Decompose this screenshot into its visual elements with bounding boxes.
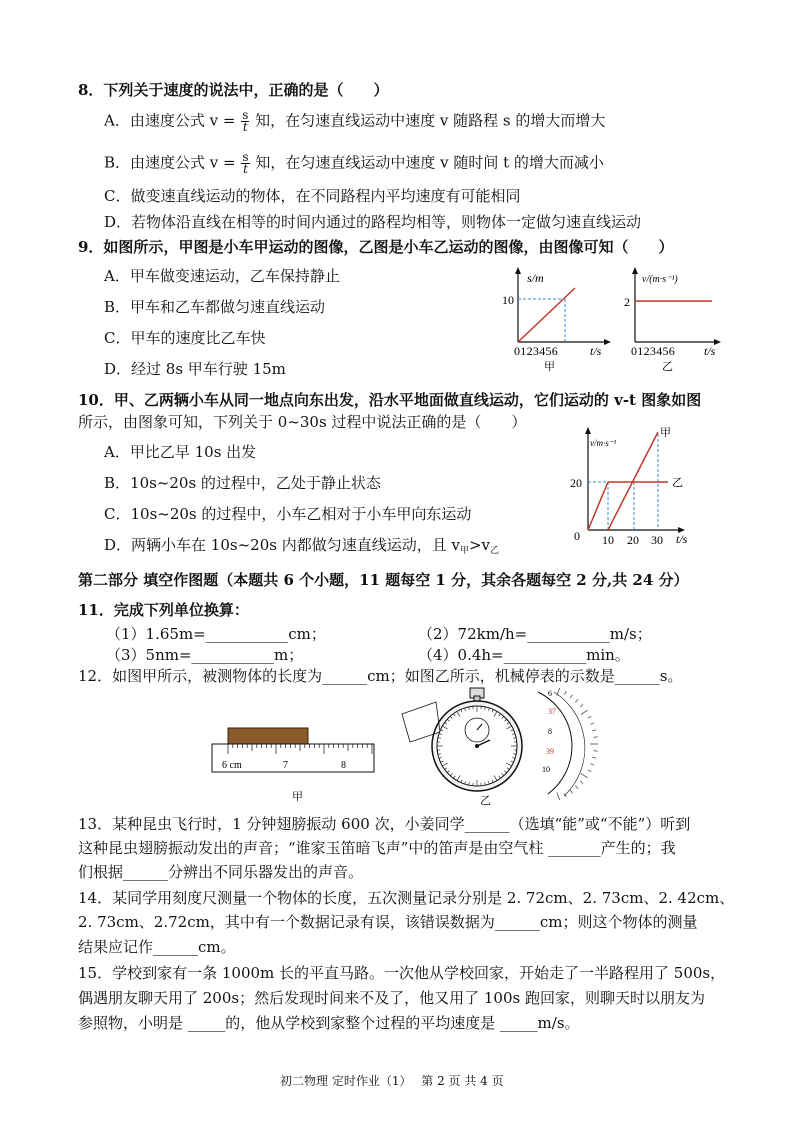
frac-den: t <box>243 162 248 176</box>
q11-item-3: （3）5nm=___________m； <box>106 646 304 664</box>
scale-label-8: 8 <box>548 727 552 736</box>
q10-stem-line1 <box>78 390 701 410</box>
y-axis-arrow <box>632 267 638 274</box>
scale-tick <box>575 786 578 789</box>
q9-stem: 9．如图所示，甲图是小车甲运动的图像，乙图是小车乙运动的图像，由图像可知（ ） <box>78 238 674 256</box>
ytick: 10 <box>502 293 514 307</box>
measured-object <box>228 728 308 744</box>
q9-option-d: D．经过 8s 甲车行驶 15m <box>104 360 286 378</box>
ylabel: v/m·s⁻¹ <box>590 438 617 448</box>
q15-line1: 15．学校到家有一条 1000m 长的平直马路。一次他从学校回家，开始走了一半路程用了 500s， <box>78 964 726 982</box>
page-footer: 初二物理 定时作业（1） 第 2 页 共 4 页 <box>280 1074 504 1088</box>
q8-option-b-pre: B．由速度公式 v = <box>104 153 236 172</box>
q8-option-a-pre: A．由速度公式 v = <box>104 111 236 130</box>
q14-line3: 结果应记作______cm。 <box>78 938 236 956</box>
q10-stem-line2: 所示，由图象可知，下列关于 0~30s 过程中说法正确的是（ ） <box>78 413 527 431</box>
scale-tick <box>557 792 560 799</box>
q11-item-1: （1）1.65m=___________cm； <box>106 625 326 643</box>
q11-item-4: （4）0.4h=___________min。 <box>418 646 630 664</box>
scale-tick <box>570 695 572 698</box>
ytick: 2 <box>624 295 630 309</box>
xticks: 0123456 <box>514 344 559 358</box>
scale-tick <box>580 781 583 784</box>
q9-option-b: B．甲车和乙车都做匀速直线运动 <box>104 298 326 316</box>
scale-label-10: 10 <box>542 765 550 774</box>
caption: 甲 <box>544 360 555 373</box>
q15-line2: 偶遇朋友聊天用了 200s；然后发现时间来不及了，他又用了 100s 跑回家，则聊天时以朋友为 <box>78 989 705 1007</box>
q14-line1: 14．某同学用刻度尺测量一个物体的长度，五次测量记录分别是 2. 72cm、2. 73cm、2. 42cm、 <box>78 889 735 907</box>
q10-option-d-pre: D．两辆小车在 10s~20s 内都做匀速直线运动，且 v <box>104 536 460 554</box>
label-jia: 甲 <box>660 426 671 439</box>
xlabel: t/s <box>590 344 602 358</box>
scale-label-39: 39 <box>546 747 554 756</box>
q12-stopwatch-figure <box>388 684 598 808</box>
q8-option-d: D．若物体沿直线在相等的时间内通过的路程均相等，则物体一定做匀速直线运动 <box>104 213 642 231</box>
xtick-10: 10 <box>602 533 614 547</box>
scale-tick <box>588 716 592 718</box>
q13-line1 <box>78 814 690 834</box>
scale-label-37: 37 <box>548 707 556 716</box>
xlabel: t/s <box>704 344 716 358</box>
ruler-label-8: 8 <box>341 760 346 771</box>
caption: 乙 <box>662 360 673 373</box>
q8-stem <box>78 80 388 100</box>
q13-line3: 们根据______分辨出不同乐器发出的声音。 <box>78 863 364 881</box>
origin: 0 <box>574 529 580 543</box>
q9-option-c: C．甲车的速度比乙车快 <box>104 329 266 347</box>
scale-tick <box>592 757 596 758</box>
q8-option-b-post: 知，在匀速直线运动中速度 v 随时间 t 的增大而减小 <box>255 153 604 172</box>
y-axis-arrow <box>515 267 521 274</box>
scale-tick <box>590 723 594 724</box>
sub-yi: 乙 <box>490 546 500 556</box>
q13-line2: 这种昆虫翅膀振动发出的声音；“谁家玉笛暗飞声”中的笛声是由空气柱 _______产生的；我 <box>78 839 676 857</box>
q8-option-a <box>104 110 605 133</box>
scale-ticks <box>557 688 598 800</box>
scale-tick <box>581 710 588 715</box>
frac-num: s <box>242 150 249 164</box>
fraction-s-over-t <box>241 152 249 175</box>
scale-tick <box>592 730 596 731</box>
ruler-label-6: 6 cm <box>222 760 242 771</box>
q11-stem: 11．完成下列单位换算： <box>78 601 249 619</box>
q8-option-b <box>104 152 604 175</box>
q11-item-2: （2）72km/h=___________m/s； <box>418 625 652 643</box>
ylabel: s/m <box>527 271 544 285</box>
scale-tick <box>557 688 560 695</box>
hand-pivot <box>475 744 479 748</box>
q14-line2: 2. 73cm、2.72cm，其中有一个数据记录有误，该错误数据为______cm；则这个物体的测量 <box>78 913 698 931</box>
scale-tick <box>581 773 588 778</box>
frac-den: t <box>242 120 248 134</box>
fraction-s-over-t <box>241 110 249 133</box>
xlabel: t/s <box>676 532 688 546</box>
scale-tick <box>588 770 592 772</box>
scale-tick <box>575 699 578 702</box>
q9-graph-jia <box>496 264 626 374</box>
q10-option-c: C．10s~20s 的过程中，小车乙相对于小车甲向东运动 <box>104 505 472 523</box>
ylabel: v/(m·s⁻¹) <box>642 274 678 285</box>
q10-option-d-mid: >v <box>468 536 491 554</box>
label-yi: 乙 <box>672 476 683 489</box>
scale-tick <box>564 691 566 695</box>
q10-option-d <box>104 535 499 561</box>
scale-tick <box>590 764 594 765</box>
q8-option-c: C．做变速直线运动的物体，在不同路程内平均速度有可能相同 <box>104 187 521 205</box>
q8-option-a-post: 知，在匀速直线运动中速度 v 随路程 s 的增大而增大 <box>255 111 606 130</box>
frac-num: s <box>242 108 249 122</box>
q15-line3: 参照物，小明是 _____的，他从学校到家整个过程的平均速度是 _____m/s。 <box>78 1014 580 1032</box>
xtick-30: 30 <box>651 533 663 547</box>
ruler-label-7: 7 <box>283 760 288 771</box>
q9-graph-yi <box>620 264 730 374</box>
scale-label-6: 6 <box>548 689 552 698</box>
scale-tick <box>580 704 583 707</box>
q10-vt-chart <box>564 424 714 554</box>
ytick-20: 20 <box>570 476 582 490</box>
caption-yi: 乙 <box>480 794 491 807</box>
xticks: 0123456 <box>631 344 676 358</box>
s-t-line <box>518 288 575 342</box>
section2-heading: 第二部分 填空作图题（本题共 6 个小题，11 题每空 1 分，其余各题每空 2 分,共 24 分） <box>78 571 689 589</box>
q12-ruler-figure <box>210 722 380 804</box>
q10-option-a: A．甲比乙早 10s 出发 <box>104 443 257 461</box>
y-axis-arrow <box>585 427 591 434</box>
caption-jia: 甲 <box>292 790 303 803</box>
q13-text1: 13．某种昆虫飞行时，1 分钟翅膀振动 600 次，小姜同学______（选填“能”或“不能”）听到 <box>78 815 691 833</box>
q9-option-a: A．甲车做变速运动，乙车保持静止 <box>104 267 340 285</box>
sub-jia: 甲 <box>459 546 469 556</box>
q10-option-b: B．10s~20s 的过程中，乙处于静止状态 <box>104 474 381 492</box>
x-axis-arrow <box>604 339 611 345</box>
xtick-20: 20 <box>627 533 639 547</box>
q12-stem: 12．如图甲所示，被测物体的长度为______cm；如图乙所示，机械停表的示数是______s。 <box>78 667 683 685</box>
line-yi-rise <box>588 482 608 530</box>
q8-stem-text: 8．下列关于速度的说法中，正确的是（ ） <box>78 81 389 99</box>
scale-tick <box>570 790 572 793</box>
q10-stem-text1: 10．甲、乙两辆小车从同一地点向东出发，沿水平地面做直线运动，它们运动的 v-t 图象如图 <box>78 391 702 409</box>
